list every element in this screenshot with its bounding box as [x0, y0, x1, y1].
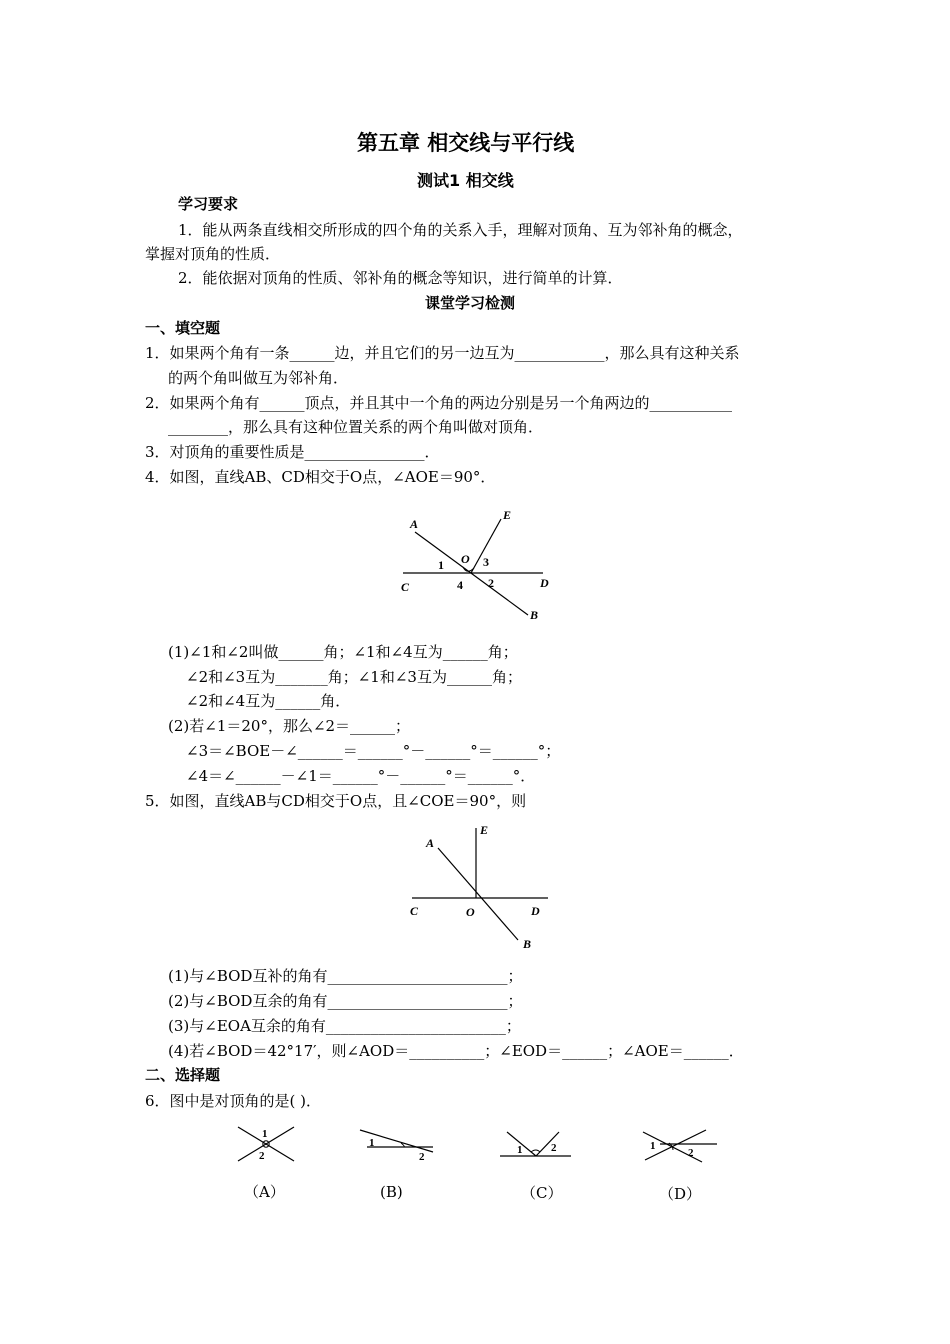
line-ab	[438, 848, 518, 940]
label-c: C	[401, 580, 410, 594]
label-b: B	[523, 937, 532, 951]
question-6: 6．图中是对顶角的是( )．	[145, 1092, 322, 1110]
label-angle-2: 2	[488, 576, 494, 590]
option-a-angle-1: 1	[262, 1128, 268, 1140]
option-d-label: （D）	[659, 1185, 702, 1203]
option-d-angle-2: 2	[688, 1147, 694, 1159]
label-a: A	[410, 517, 419, 531]
question-5-part-3: (3)与∠EOA互余的角有________________________；	[168, 1017, 521, 1035]
question-1-line-1: 1．如果两个角有一条______边，并且它们的另一边互为____________，那么具有这种关系	[145, 344, 740, 362]
question-2-line-2: ________，那么具有这种位置关系的两个角叫做对顶角．	[168, 418, 544, 436]
question-4-part-1-line-2: ∠2和∠3互为_______角；∠1和∠3互为______角；	[186, 668, 522, 686]
requirement-2: 2．能依据对顶角的性质、邻补角的概念等知识，进行简单的计算．	[178, 269, 623, 287]
figure-q5	[405, 820, 555, 955]
question-5-part-1: (1)与∠BOD互补的角有________________________；	[168, 967, 523, 985]
question-4-part-2-line-3: ∠4＝∠______－∠1＝______°－______°＝______°．	[186, 767, 536, 785]
label-e: E	[480, 823, 489, 837]
question-3: 3．对顶角的重要性质是________________．	[145, 443, 440, 461]
label-a: A	[426, 836, 435, 850]
question-4: 4．如图，直线AB、CD相交于O点，∠AOE＝90°．	[145, 468, 496, 486]
question-2-line-1: 2．如果两个角有______顶点，并且其中一个角的两边分别是另一个角两边的___________	[145, 394, 733, 412]
label-c: C	[410, 904, 419, 918]
question-5-part-4: (4)若∠BOD＝42°17′，则∠AOD＝__________；∠EOD＝______；∠AOE＝______．	[168, 1042, 744, 1060]
option-c-angle-1: 1	[517, 1144, 523, 1156]
option-d-figure	[640, 1122, 720, 1167]
label-e: E	[503, 508, 512, 522]
option-a-figure	[230, 1122, 300, 1167]
option-b-angle-2: 2	[419, 1151, 425, 1163]
question-4-part-2-line-2: ∠3＝∠BOE－∠______＝______°－______°＝______°；	[186, 742, 561, 760]
label-o: O	[466, 905, 475, 919]
multiple-choice-heading: 二、选择题	[145, 1066, 221, 1084]
option-d-angle-1: 1	[650, 1140, 656, 1152]
label-angle-3: 3	[483, 555, 489, 569]
option-a-label: （A）	[244, 1183, 285, 1201]
option-b-label: (B)	[380, 1183, 403, 1201]
label-d: D	[531, 904, 540, 918]
option-c-label: （C）	[521, 1184, 563, 1202]
requirements-heading: 学习要求	[178, 195, 239, 213]
fill-blank-heading: 一、填空题	[145, 319, 221, 337]
option-c-angle-mark	[531, 1150, 540, 1152]
requirement-1-line-2: 掌握对顶角的性质．	[145, 245, 281, 263]
label-d: D	[540, 576, 549, 590]
question-5-part-2: (2)与∠BOD互余的角有________________________；	[168, 992, 523, 1010]
label-o: O	[461, 552, 470, 566]
requirement-1-line-1: 1．能从两条直线相交所形成的四个角的关系入手，理解对顶角、互为邻补角的概念，	[178, 221, 743, 239]
option-b-figure	[355, 1122, 435, 1167]
question-4-part-2-line-1: (2)若∠1＝20°，那么∠2＝______；	[168, 717, 411, 735]
label-angle-1: 1	[438, 558, 444, 572]
page-title: 第五章 相交线与平行线	[357, 131, 575, 155]
question-5: 5．如图，直线AB与CD相交于O点，且∠COE＝90°，则	[145, 792, 527, 810]
figure-q4	[395, 505, 565, 625]
option-a-angle-2: 2	[259, 1150, 265, 1162]
option-b-angle-1: 1	[369, 1137, 375, 1149]
label-angle-4: 4	[457, 578, 463, 592]
section-subtitle: 测试1 相交线	[417, 171, 514, 190]
option-c-figure	[495, 1122, 575, 1167]
question-4-part-1-line-1: (1)∠1和∠2叫做______角；∠1和∠4互为______角；	[168, 643, 518, 661]
label-b: B	[530, 608, 539, 622]
question-4-part-1-line-3: ∠2和∠4互为______角．	[186, 692, 351, 710]
question-1-line-2: 的两个角叫做互为邻补角．	[168, 369, 349, 387]
option-c-angle-2: 2	[551, 1142, 557, 1154]
classroom-check-heading: 课堂学习检测	[425, 294, 516, 312]
